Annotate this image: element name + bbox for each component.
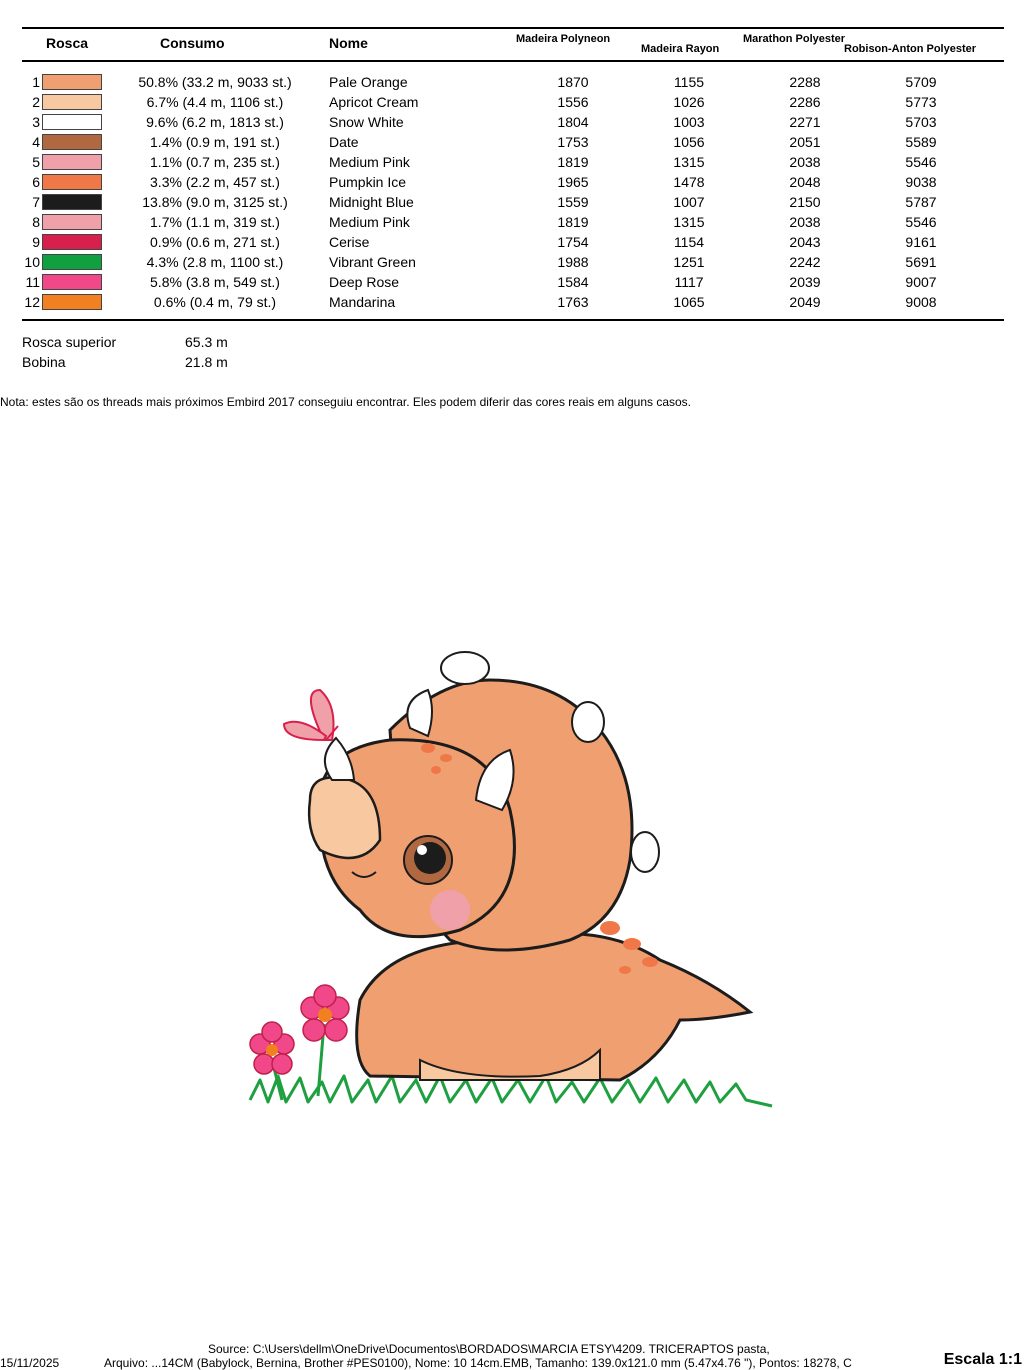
thread-consumption: 13.8% (9.0 m, 3125 st.) bbox=[142, 194, 288, 210]
thread-number: 3 bbox=[32, 114, 40, 130]
madeira-polyneon-code: 1988 bbox=[557, 254, 589, 270]
thread-number: 4 bbox=[32, 134, 40, 150]
table-row bbox=[0, 112, 1024, 132]
thread-number: 11 bbox=[25, 274, 40, 290]
robison-anton-code: 5691 bbox=[905, 254, 937, 270]
madeira-polyneon-code: 1763 bbox=[557, 294, 589, 310]
thread-consumption: 5.8% (3.8 m, 549 st.) bbox=[150, 274, 280, 290]
table-bottom-rule bbox=[22, 319, 1004, 321]
marathon-polyester-code: 2242 bbox=[789, 254, 821, 270]
thread-consumption: 50.8% (33.2 m, 9033 st.) bbox=[138, 74, 292, 90]
color-swatch bbox=[42, 254, 102, 270]
header-madeira-polyneon: Madeira Polyneon bbox=[516, 33, 611, 45]
marathon-polyester-code: 2038 bbox=[789, 214, 821, 230]
madeira-polyneon-code: 1754 bbox=[557, 234, 589, 250]
thread-name: Date bbox=[329, 134, 359, 150]
madeira-polyneon-code: 1819 bbox=[557, 154, 589, 170]
marathon-polyester-code: 2150 bbox=[789, 194, 821, 210]
header-consumo: Consumo bbox=[160, 35, 225, 51]
header-bottom-rule bbox=[22, 60, 1004, 62]
thread-number: 5 bbox=[32, 154, 40, 170]
robison-anton-code: 9038 bbox=[905, 174, 937, 190]
robison-anton-code: 5773 bbox=[905, 94, 937, 110]
thread-consumption: 6.7% (4.4 m, 1106 st.) bbox=[146, 94, 284, 110]
table-row bbox=[0, 232, 1024, 252]
thread-name: Medium Pink bbox=[329, 154, 410, 170]
thread-consumption: 1.4% (0.9 m, 191 st.) bbox=[150, 134, 280, 150]
madeira-polyneon-code: 1965 bbox=[557, 174, 589, 190]
madeira-rayon-code: 1155 bbox=[673, 74, 705, 90]
footer-date: 15/11/2025 bbox=[0, 1356, 60, 1370]
madeira-polyneon-code: 1584 bbox=[557, 274, 589, 290]
thread-number: 9 bbox=[32, 234, 40, 250]
bobbin-value: 21.8 m bbox=[185, 354, 228, 370]
robison-anton-code: 5589 bbox=[905, 134, 937, 150]
marathon-polyester-code: 2271 bbox=[789, 114, 821, 130]
table-row bbox=[0, 272, 1024, 292]
thread-consumption: 0.9% (0.6 m, 271 st.) bbox=[150, 234, 280, 250]
robison-anton-code: 5787 bbox=[905, 194, 937, 210]
table-row bbox=[0, 172, 1024, 192]
header-nome: Nome bbox=[329, 35, 368, 51]
table-row bbox=[0, 92, 1024, 112]
robison-anton-code: 9008 bbox=[905, 294, 937, 310]
color-swatch bbox=[42, 94, 102, 110]
triceratops-illustration bbox=[250, 652, 772, 1106]
table-row bbox=[0, 292, 1024, 312]
robison-anton-code: 5546 bbox=[905, 154, 937, 170]
madeira-rayon-code: 1056 bbox=[673, 134, 705, 150]
thread-number: 10 bbox=[24, 254, 40, 270]
table-row bbox=[0, 72, 1024, 92]
color-swatch bbox=[42, 214, 102, 230]
thread-consumption: 9.6% (6.2 m, 1813 st.) bbox=[146, 114, 284, 130]
thread-number: 12 bbox=[24, 294, 40, 310]
marathon-polyester-code: 2286 bbox=[789, 94, 821, 110]
top-thread-label: Rosca superior bbox=[22, 334, 117, 350]
madeira-rayon-code: 1315 bbox=[673, 214, 705, 230]
madeira-polyneon-code: 1559 bbox=[557, 194, 589, 210]
thread-note: Nota: estes são os threads mais próximos Embird 2017 conseguiu encontrar. Eles podem diferir das cores reais em alguns casos. bbox=[0, 395, 692, 409]
header-rosca: Rosca bbox=[46, 35, 89, 51]
madeira-polyneon-code: 1804 bbox=[557, 114, 589, 130]
thread-name: Pumpkin Ice bbox=[329, 174, 407, 190]
madeira-rayon-code: 1154 bbox=[673, 234, 705, 250]
madeira-rayon-code: 1003 bbox=[673, 114, 705, 130]
top-thread-value: 65.3 m bbox=[185, 334, 228, 350]
madeira-rayon-code: 1251 bbox=[673, 254, 705, 270]
thread-name: Midnight Blue bbox=[329, 194, 414, 210]
thread-name: Apricot Cream bbox=[329, 94, 419, 110]
color-swatch bbox=[42, 174, 102, 190]
madeira-rayon-code: 1065 bbox=[673, 294, 705, 310]
color-swatch bbox=[42, 114, 102, 130]
color-swatch bbox=[42, 154, 102, 170]
marathon-polyester-code: 2039 bbox=[789, 274, 821, 290]
thread-number: 6 bbox=[32, 174, 40, 190]
color-swatch bbox=[42, 134, 102, 150]
color-swatch bbox=[42, 294, 102, 310]
robison-anton-code: 5703 bbox=[905, 114, 937, 130]
color-swatch bbox=[42, 234, 102, 250]
table-row bbox=[0, 152, 1024, 172]
thread-name: Cerise bbox=[329, 234, 370, 250]
marathon-polyester-code: 2048 bbox=[789, 174, 821, 190]
table-row bbox=[0, 192, 1024, 212]
madeira-rayon-code: 1026 bbox=[673, 94, 705, 110]
thread-name: Mandarina bbox=[329, 294, 396, 310]
madeira-polyneon-code: 1819 bbox=[557, 214, 589, 230]
header-marathon-polyester: Marathon Polyester bbox=[743, 33, 846, 45]
color-swatch bbox=[42, 74, 102, 90]
thread-name: Pale Orange bbox=[329, 74, 408, 90]
footer-source: Source: C:\Users\dellm\OneDrive\Documentos\BORDADOS\MARCIA ETSY\4209. TRICERAPTOS pasta, bbox=[208, 1342, 770, 1356]
thread-consumption: 1.7% (1.1 m, 319 st.) bbox=[150, 214, 280, 230]
table-row bbox=[0, 212, 1024, 232]
footer-file-info: Arquivo: ...14CM (Babylock, Bernina, Brother #PES0100), Nome: 10 14cm.EMB, Tamanho: 139.0x121.0 mm (5.47x4.76 "), Pontos: 18278, C bbox=[104, 1356, 852, 1370]
thread-consumption: 4.3% (2.8 m, 1100 st.) bbox=[146, 254, 284, 270]
thread-name: Vibrant Green bbox=[329, 254, 416, 270]
marathon-polyester-code: 2038 bbox=[789, 154, 821, 170]
thread-number: 1 bbox=[32, 74, 40, 90]
thread-name: Medium Pink bbox=[329, 214, 410, 230]
marathon-polyester-code: 2288 bbox=[789, 74, 821, 90]
madeira-rayon-code: 1117 bbox=[674, 274, 704, 290]
madeira-polyneon-code: 1753 bbox=[557, 134, 589, 150]
color-swatch bbox=[42, 194, 102, 210]
table-top-rule bbox=[22, 27, 1004, 29]
madeira-polyneon-code: 1556 bbox=[557, 94, 589, 110]
thread-number: 8 bbox=[32, 214, 40, 230]
thread-consumption: 3.3% (2.2 m, 457 st.) bbox=[150, 174, 280, 190]
thread-consumption: 0.6% (0.4 m, 79 st.) bbox=[153, 294, 277, 310]
robison-anton-code: 9007 bbox=[905, 274, 937, 290]
header-robison-anton: Robison-Anton Polyester bbox=[844, 43, 977, 55]
color-swatch bbox=[42, 274, 102, 290]
thread-consumption: 1.1% (0.7 m, 235 st.) bbox=[150, 154, 280, 170]
thread-number: 7 bbox=[32, 194, 40, 210]
madeira-rayon-code: 1007 bbox=[673, 194, 705, 210]
madeira-polyneon-code: 1870 bbox=[557, 74, 589, 90]
embroidery-preview-image bbox=[240, 640, 780, 1120]
robison-anton-code: 5709 bbox=[905, 74, 937, 90]
thread-number: 2 bbox=[32, 94, 40, 110]
robison-anton-code: 9161 bbox=[905, 234, 937, 250]
marathon-polyester-code: 2051 bbox=[789, 134, 821, 150]
header-madeira-rayon: Madeira Rayon bbox=[641, 43, 720, 55]
marathon-polyester-code: 2049 bbox=[789, 294, 821, 310]
marathon-polyester-code: 2043 bbox=[789, 234, 821, 250]
thread-name: Snow White bbox=[329, 114, 404, 130]
madeira-rayon-code: 1315 bbox=[673, 154, 705, 170]
table-row bbox=[0, 252, 1024, 272]
thread-name: Deep Rose bbox=[329, 274, 400, 290]
scale-label: Escala 1:1 bbox=[943, 1351, 1022, 1368]
madeira-rayon-code: 1478 bbox=[673, 174, 705, 190]
robison-anton-code: 5546 bbox=[905, 214, 937, 230]
table-row bbox=[0, 132, 1024, 152]
bobbin-label: Bobina bbox=[22, 354, 66, 370]
